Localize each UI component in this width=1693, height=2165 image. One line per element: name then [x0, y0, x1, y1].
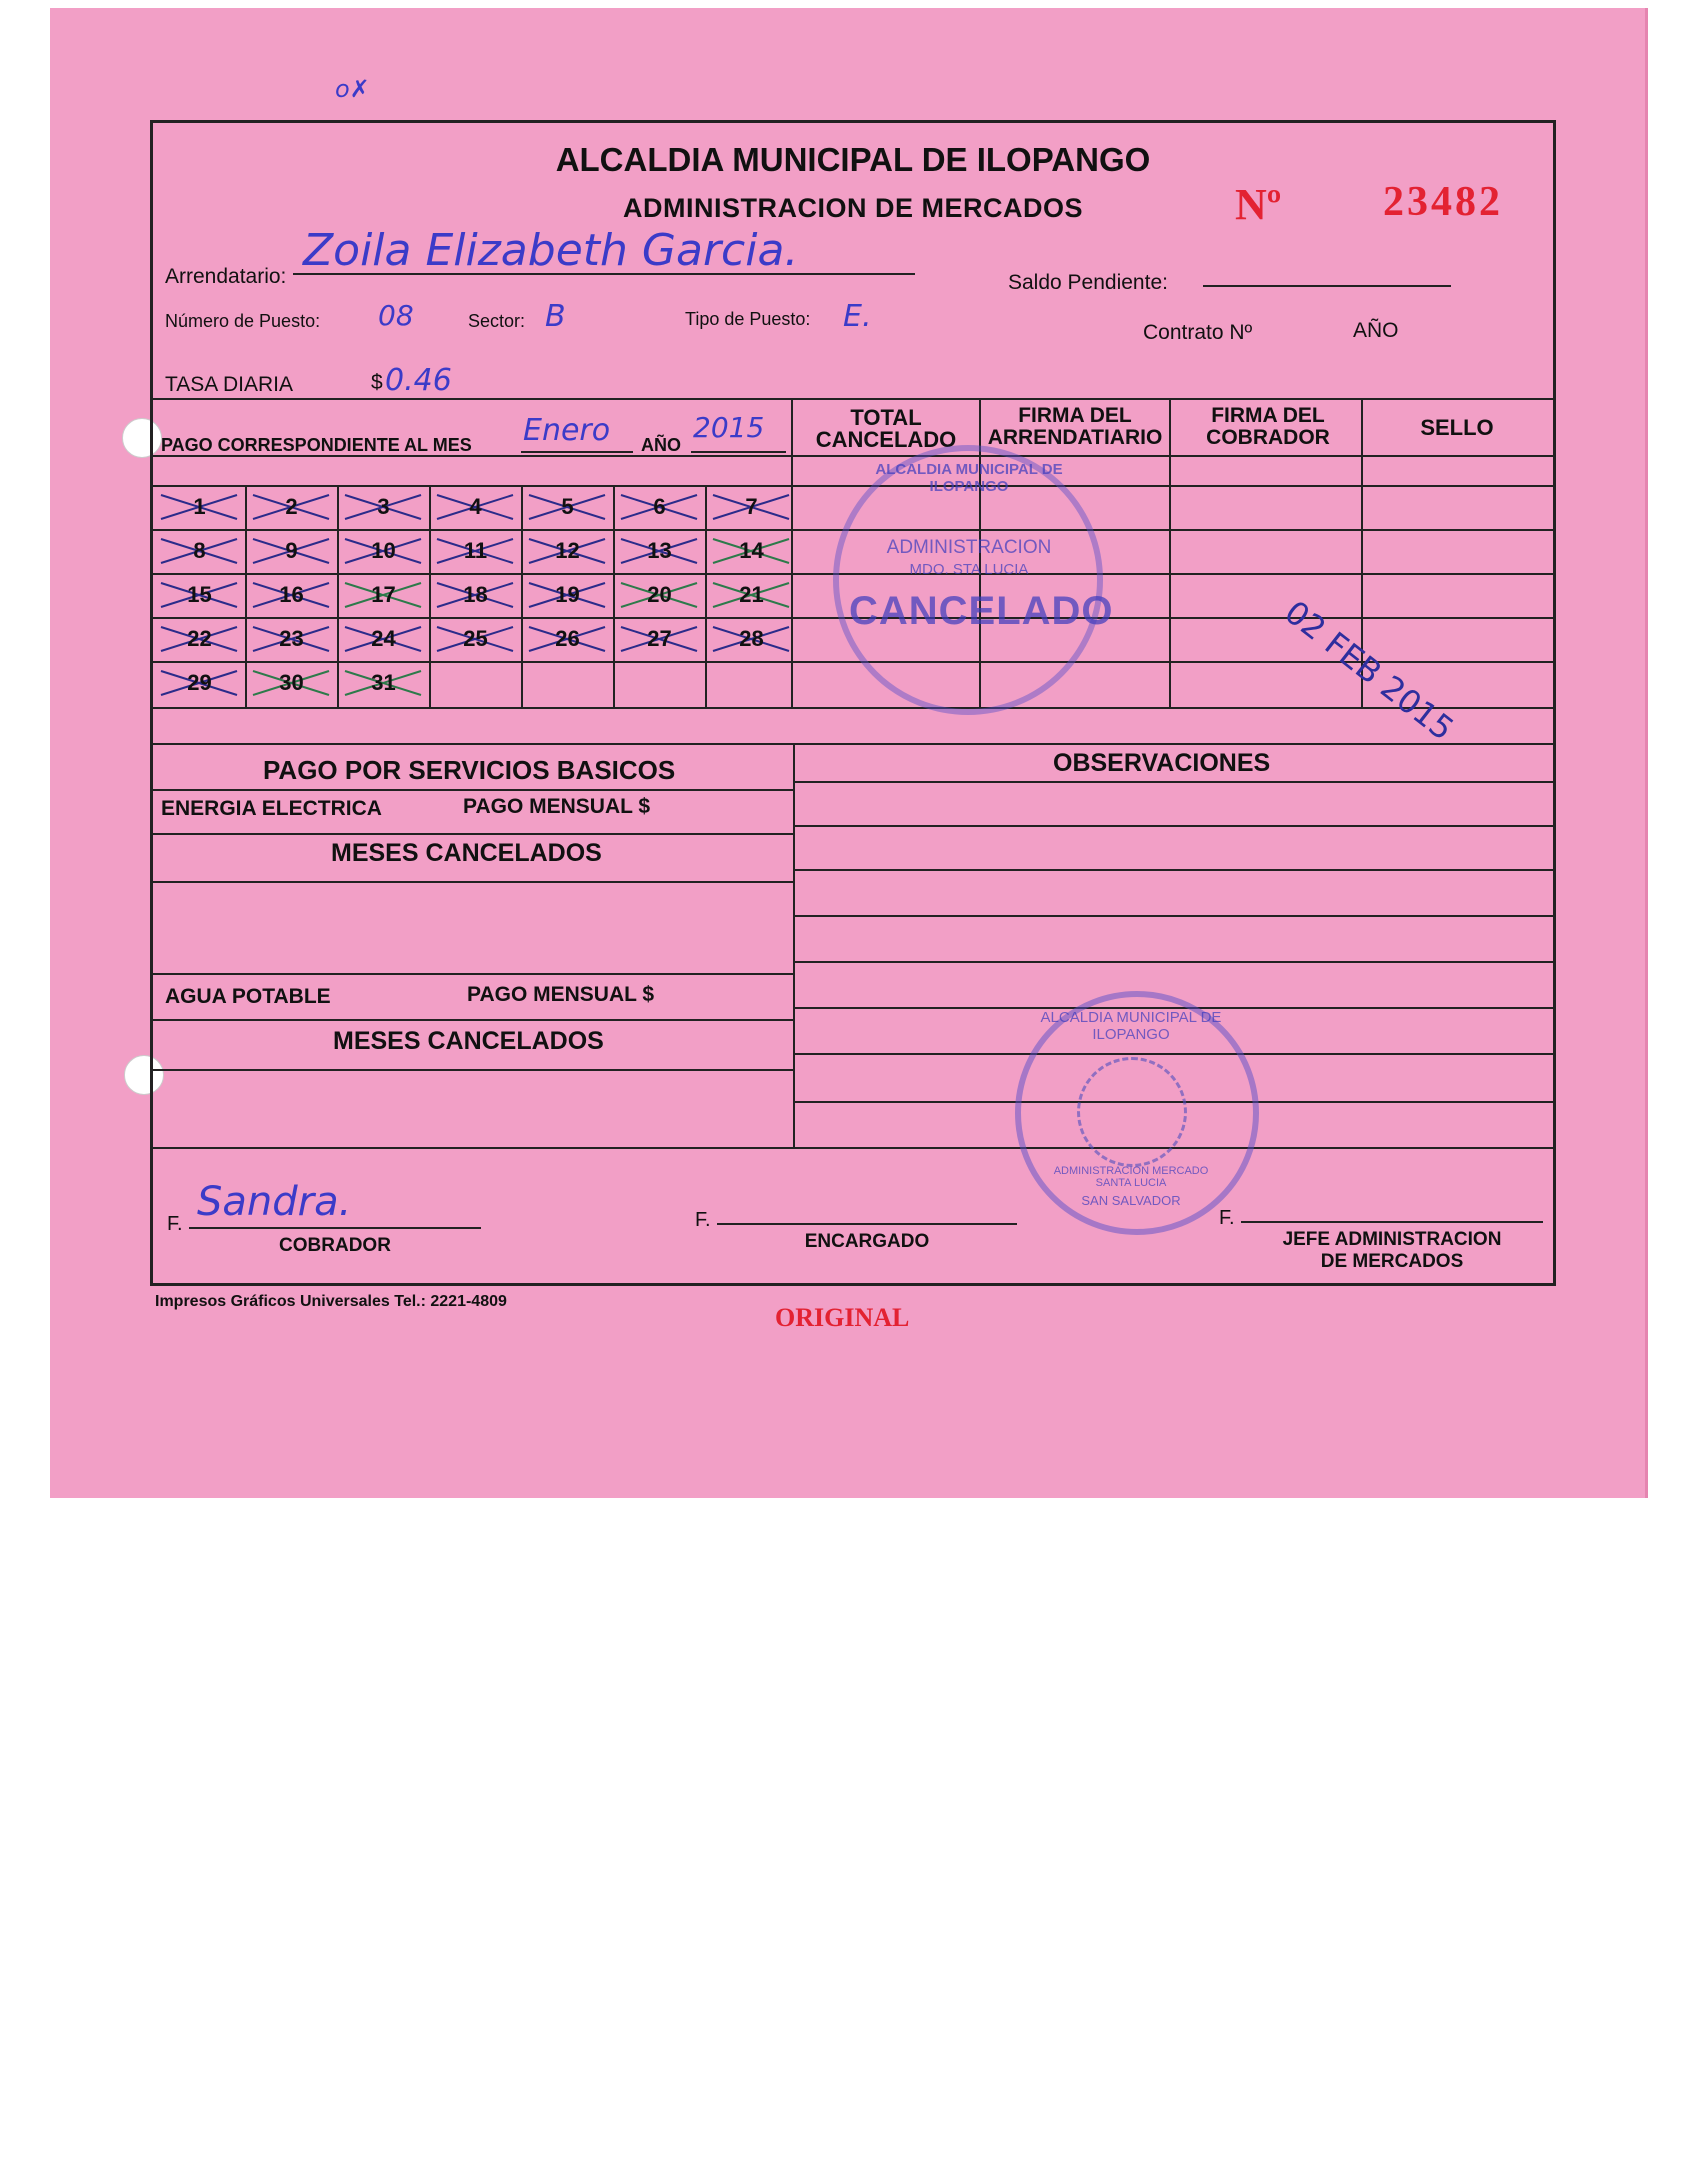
day-cell-2: [245, 485, 338, 529]
services-line-5: [153, 1019, 793, 1021]
day-cell-4: [429, 485, 522, 529]
services-divider: [793, 743, 795, 1147]
day-cell-6: [613, 485, 706, 529]
energia-label: ENERGIA ELECTRICA: [161, 797, 382, 820]
day-cell-18: [429, 573, 522, 617]
day-number: 25: [463, 626, 488, 651]
services-top-line: [153, 743, 1553, 745]
receipt-form: [150, 120, 1556, 1286]
day-cell-25: [429, 617, 522, 661]
puesto-label: Número de Puesto:: [165, 311, 321, 331]
jefe-label-2: DE MERCADOS: [1320, 1251, 1464, 1272]
day-number: 2: [285, 494, 298, 519]
tasa-value: 0.46: [385, 363, 452, 398]
day-cell-10: [337, 529, 430, 573]
cobrador-signature: Sandra.: [197, 1179, 352, 1225]
services-line-6: [153, 1069, 793, 1071]
day-number: 4: [469, 494, 482, 519]
mes-line: [521, 451, 633, 453]
tipo-puesto-value: E.: [843, 299, 872, 334]
services-line-2: [153, 833, 793, 835]
servicios-basicos-title: PAGO POR SERVICIOS BASICOS: [263, 755, 676, 785]
arrendatario-label: Arrendatario:: [165, 265, 287, 288]
date-stamp: 02 FEB 2015: [1277, 593, 1462, 748]
day-number: 5: [561, 494, 574, 519]
day-cell-22: [153, 617, 246, 661]
day-number: 23: [279, 626, 304, 651]
day-number: 15: [187, 582, 212, 607]
day-number: 26: [555, 626, 580, 651]
contrato-anio-label: AÑO: [1353, 319, 1399, 342]
day-number: 16: [279, 582, 304, 607]
day-number: 28: [739, 626, 764, 651]
grid-top-line: [153, 398, 1553, 400]
municipal-seal-emblem: [1077, 1057, 1187, 1167]
obs-line-1: [795, 781, 1553, 783]
total-cancelado-header: TOTAL CANCELADO: [815, 405, 957, 452]
municipal-seal-inner: ADMINISTRACION MERCADO SANTA LUCIA: [1053, 1165, 1209, 1189]
firma-cobrador-header: FIRMA DEL COBRADOR: [1206, 404, 1330, 449]
obs-line-3: [795, 869, 1553, 871]
day-cell-13: [613, 529, 706, 573]
day-number: 13: [647, 538, 672, 563]
tasa-diaria-label: TASA DIARIA: [165, 373, 293, 396]
municipal-seal-outer: ALCALDIA MUNICIPAL DE ILOPANGO: [1040, 1009, 1222, 1043]
day-number: 21: [739, 582, 764, 607]
cancelado-stamp-inner-1: ADMINISTRACION: [886, 537, 1052, 558]
day-cell-19: [521, 573, 614, 617]
cancelado-stamp-main: CANCELADO: [849, 589, 1114, 633]
day-cell-14: [705, 529, 798, 573]
municipality-title: ALCALDIA MUNICIPAL DE ILOPANGO: [555, 141, 1151, 178]
day-number: 31: [371, 670, 396, 695]
cancelado-stamp-inner-2: MDO. STA LUCIA: [909, 561, 1029, 578]
day-number: 29: [187, 670, 212, 695]
day-number: 1: [193, 494, 206, 519]
observaciones-title: OBSERVACIONES: [1053, 749, 1271, 777]
cancelado-stamp-outer: ALCALDIA MUNICIPAL DE ILOPANGO: [875, 461, 1063, 495]
obs-line-4: [795, 915, 1553, 917]
pago-anio-label: AÑO: [641, 435, 681, 455]
services-line-3: [153, 881, 793, 883]
agua-meses-label: MESES CANCELADOS: [333, 1027, 604, 1055]
services-line-1: [153, 789, 793, 791]
copy-label: ORIGINAL: [775, 1303, 910, 1332]
obs-line-5: [795, 961, 1553, 963]
day-cell-15: [153, 573, 246, 617]
tasa-prefix: $: [371, 371, 383, 394]
day-number: 8: [193, 538, 206, 563]
day-number: 14: [739, 538, 764, 563]
energia-pago-label: PAGO MENSUAL $: [463, 795, 651, 818]
day-cell-26: [521, 617, 614, 661]
encargado-label: ENCARGADO: [804, 1231, 930, 1252]
sello-header: SELLO: [1420, 415, 1494, 440]
day-cell-8: [153, 529, 246, 573]
receipt-number: 23482: [1383, 179, 1503, 225]
day-cell-16: [245, 573, 338, 617]
pago-mes-label: PAGO CORRESPONDIENTE AL MES: [161, 435, 472, 455]
jefe-label-1: JEFE ADMINISTRACION: [1282, 1229, 1502, 1250]
day-number: 17: [371, 582, 396, 607]
mes-value: Enero: [523, 413, 611, 448]
day-number: 6: [653, 494, 666, 519]
day-number: 27: [647, 626, 672, 651]
day-cell-28: [705, 617, 798, 661]
day-number: 12: [555, 538, 580, 563]
receipt-number-label: Nº: [1235, 180, 1282, 229]
day-cell-11: [429, 529, 522, 573]
day-cell-3: [337, 485, 430, 529]
agua-pago-label: PAGO MENSUAL $: [467, 983, 655, 1006]
day-cell-21: [705, 573, 798, 617]
saldo-line: [1203, 285, 1451, 287]
corner-handwritten-note: o✗: [335, 75, 370, 103]
day-number: 7: [745, 494, 758, 519]
cobrador-sign-line: [189, 1227, 481, 1229]
day-cell-24: [337, 617, 430, 661]
day-number: 11: [463, 538, 488, 563]
grid-col-line-firma-cob: [1169, 398, 1171, 707]
cancelado-stamp: [833, 445, 1114, 715]
day-cell-9: [245, 529, 338, 573]
services-bottom-line: [153, 1147, 1553, 1149]
municipal-seal: [1015, 991, 1259, 1235]
printer-credit: Impresos Gráficos Universales Tel.: 2221-4809: [155, 1293, 507, 1310]
day-number: 24: [371, 626, 396, 651]
day-cell-31: [337, 661, 430, 705]
firma-arrendatario-header: FIRMA DEL ARRENDATIARIO: [987, 404, 1163, 449]
services-line-4: [153, 973, 793, 975]
pago-anio-line: [691, 451, 786, 453]
day-cell-27: [613, 617, 706, 661]
grid-bottom-line: [153, 707, 1553, 709]
day-cell-7: [705, 485, 798, 529]
obs-line-2: [795, 825, 1553, 827]
tipo-puesto-label: Tipo de Puesto:: [685, 309, 811, 329]
day-cell-12: [521, 529, 614, 573]
saldo-label: Saldo Pendiente:: [1008, 271, 1168, 294]
day-cell-17: [337, 573, 430, 617]
pago-anio-value: 2015: [693, 411, 765, 444]
day-cell-1: [153, 485, 246, 529]
day-number: 20: [647, 582, 672, 607]
day-cell-5: [521, 485, 614, 529]
department-subtitle: ADMINISTRACION DE MERCADOS: [622, 193, 1083, 223]
day-cell-30: [245, 661, 338, 705]
day-number: 18: [463, 582, 488, 607]
sector-value: B: [545, 299, 566, 334]
day-cell-20: [613, 573, 706, 617]
arrendatario-value: Zoila Elizabeth Garcia.: [303, 225, 799, 276]
jefe-sign-line: [1241, 1221, 1543, 1223]
cobrador-f-label: F.: [167, 1213, 183, 1235]
cobrador-label: COBRADOR: [279, 1235, 391, 1256]
contrato-label: Contrato Nº: [1143, 321, 1253, 344]
encargado-f-label: F.: [695, 1209, 711, 1231]
sector-label: Sector:: [468, 311, 526, 331]
day-cell-23: [245, 617, 338, 661]
day-number: 30: [279, 670, 304, 695]
day-number: 10: [371, 538, 396, 563]
day-cell-29: [153, 661, 246, 705]
energia-meses-label: MESES CANCELADOS: [331, 839, 602, 867]
agua-label: AGUA POTABLE: [165, 985, 331, 1008]
puesto-value: 08: [378, 299, 414, 332]
day-number: 3: [377, 494, 390, 519]
day-number: 9: [285, 538, 298, 563]
municipal-seal-bottom: SAN SALVADOR: [1081, 1193, 1181, 1208]
day-number: 19: [555, 582, 580, 607]
day-number: 22: [187, 626, 212, 651]
jefe-f-label: F.: [1219, 1207, 1235, 1229]
encargado-sign-line: [717, 1223, 1017, 1225]
